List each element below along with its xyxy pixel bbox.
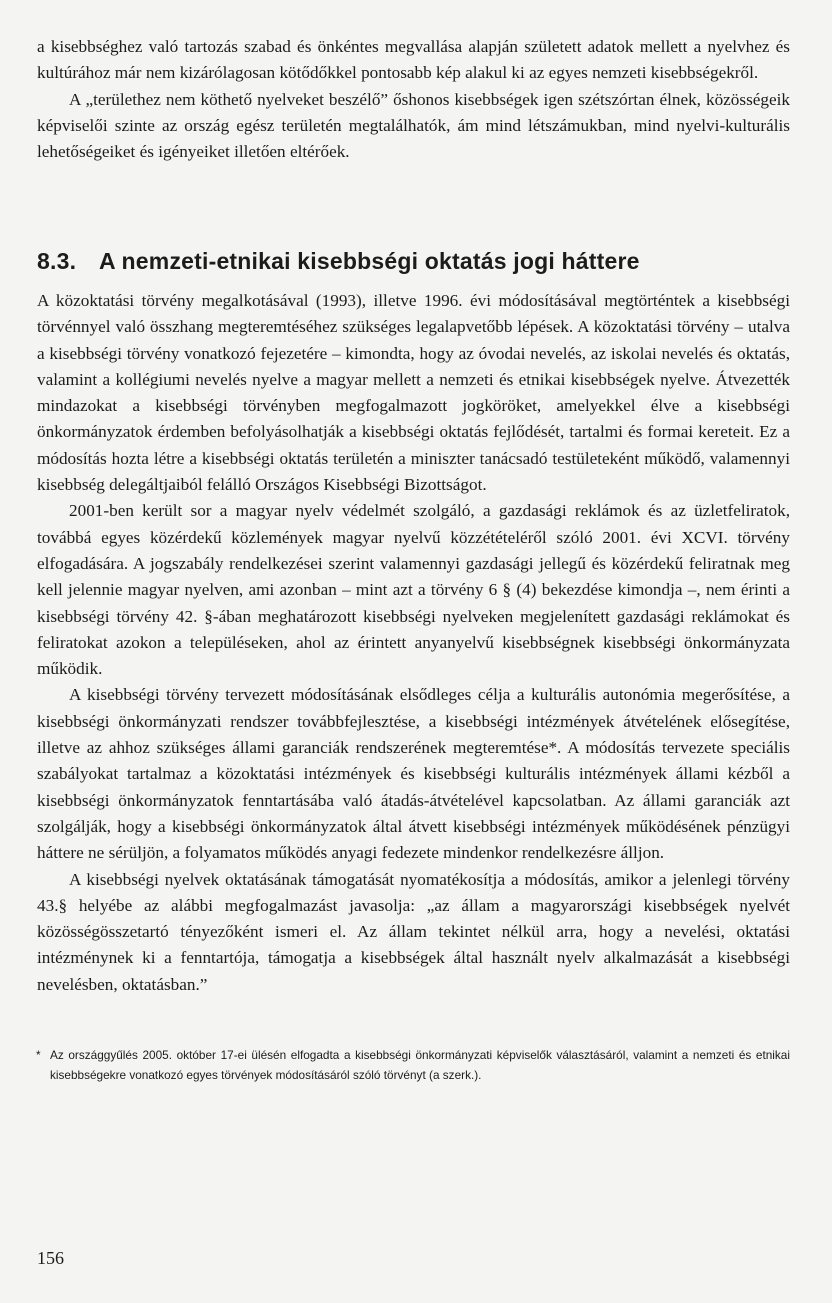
section-body [37, 288, 790, 998]
paragraph: 2001-ben került sor a magyar nyelv védelmét szolgáló, a gazdasági reklámok és az üzletfeliratok, továbbá egyes közérdekű közlemények magyar nyelvű közzétételéről szóló 2001. évi XCVI. törvény elfogadására. A jogszabály rendelkezései szerint valamennyi gazdasági jellegű és közérdekű feliratnak meg kell jelennie magyar nyelven, ami azonban – mint azt a törvény 6 § (4) bekezdése kimondja –, nem érinti a kisebbségi törvény 42. §-ában meghatározott kisebbségi nyelveken megjelenített gazdasági reklámokat és feliratokat azokon a településeken, ahol az érintett anyanyelvű kisebbségnek kisebbségi önkormányzata működik. [37, 501, 790, 679]
paragraph: A közoktatási törvény megalkotásával (1993), illetve 1996. évi módosításával megtörténtek a kisebbségi törvénnyel való összhang megteremtéséhez szükséges legalapvetőbb lépések. A közoktatási törvény – utalva a kisebbségi törvény vonatkozó fejezetére – kimondta, hogy az óvodai nevelés, az iskolai nevelés és oktatás, valamint a kollégiumi nevelés nyelve a magyar mellett a nemzeti és etnikai kisebbségek nyelve. Átvezették mindazokat a kisebbségi törvényben megfogalmazott jogköröket, amelyekkel élve a kisebbségi önkormányzatok érdemben befolyásolhatják a kisebbségi oktatás fejlődését, tartalmi és formai kereteit. Ez a módosítás hozta létre a kisebbségi oktatás területén a miniszter tanácsadó testületeként működő, valamennyi kisebbség delegáltjaiból felálló Országos Kisebbségi Bizottságot. [37, 291, 790, 495]
footnote-text: Az országgyűlés 2005. október 17-ei ülésén elfogadta a kisebbségi önkormányzati képviselők választásáról, valamint a nemzeti és etnikai kisebbségekre vonatkozó egyes törvények módosításáról szóló törvényt (a szerk.). [50, 1048, 790, 1082]
paragraph: A kisebbségi törvény tervezett módosításának elsődleges célja a kulturális autonómia megerősítése, a kisebbségi önkormányzati rendszer továbbfejlesztése, a kisebbségi intézmények átvételének elősegítése, illetve az ahhoz szükséges állami garanciák rendszerének megteremtése*. A módosítás tervezete speciális szabályokat tartalmaz a közoktatási intézmények és kisebbségi kulturális intézmények állami kézből a kisebbségi önkormányzatok fenntartásába való átadás-átvételével kapcsolatban. Az állami garanciák azt szolgálják, hogy a kisebbségi önkormányzatok által átvett kisebbségi intézmények működésének pénzügyi háttere ne sérüljön, a folyamatos működés anyagi fedezete mindenkor rendelkezésre álljon. [37, 685, 790, 863]
section-number: 8.3. [37, 248, 77, 274]
intro-text [37, 34, 790, 165]
section-title: A nemzeti-etnikai kisebbségi oktatás jogi háttere [99, 248, 640, 274]
section-heading [37, 248, 790, 275]
paragraph: A „területhez nem köthető nyelveket beszélő” őshonos kisebbségek igen szétszórtan élnek, közösségeik képviselői szinte az ország egész területén megtalálhatók, ám mind létszámukban, mind nyelvi-kulturális lehetőségeiket és igényeiket illetően eltérőek. [37, 89, 790, 162]
footnote-mark: * [36, 1048, 41, 1062]
paragraph: A kisebbségi nyelvek oktatásának támogatását nyomatékosítja a módosítás, amikor a jelenlegi törvény 43.§ helyébe az alábbi megfogalmazást javasolja: „az állam a magyarországi kisebbségek nyelvét közösségösszetartó tényezőként ismeri el. Az állam tekintet nélkül arra, hogy a nevelési, oktatási intézménynek ki a fenntartója, támogatja a kisebbségek által használt nyelv alkalmazását a kisebbségi nevelésben, oktatásban.” [37, 869, 790, 994]
paragraph: a kisebbséghez való tartozás szabad és önkéntes megvallása alapján született adatok mellett a nyelvhez és kultúrához már nem kizárólagosan kötődőkkel pontosabb kép alakul ki az egyes nemzeti kisebbségekről. [37, 37, 790, 83]
page-number: 156 [37, 1248, 64, 1268]
footnote [36, 1045, 790, 1085]
